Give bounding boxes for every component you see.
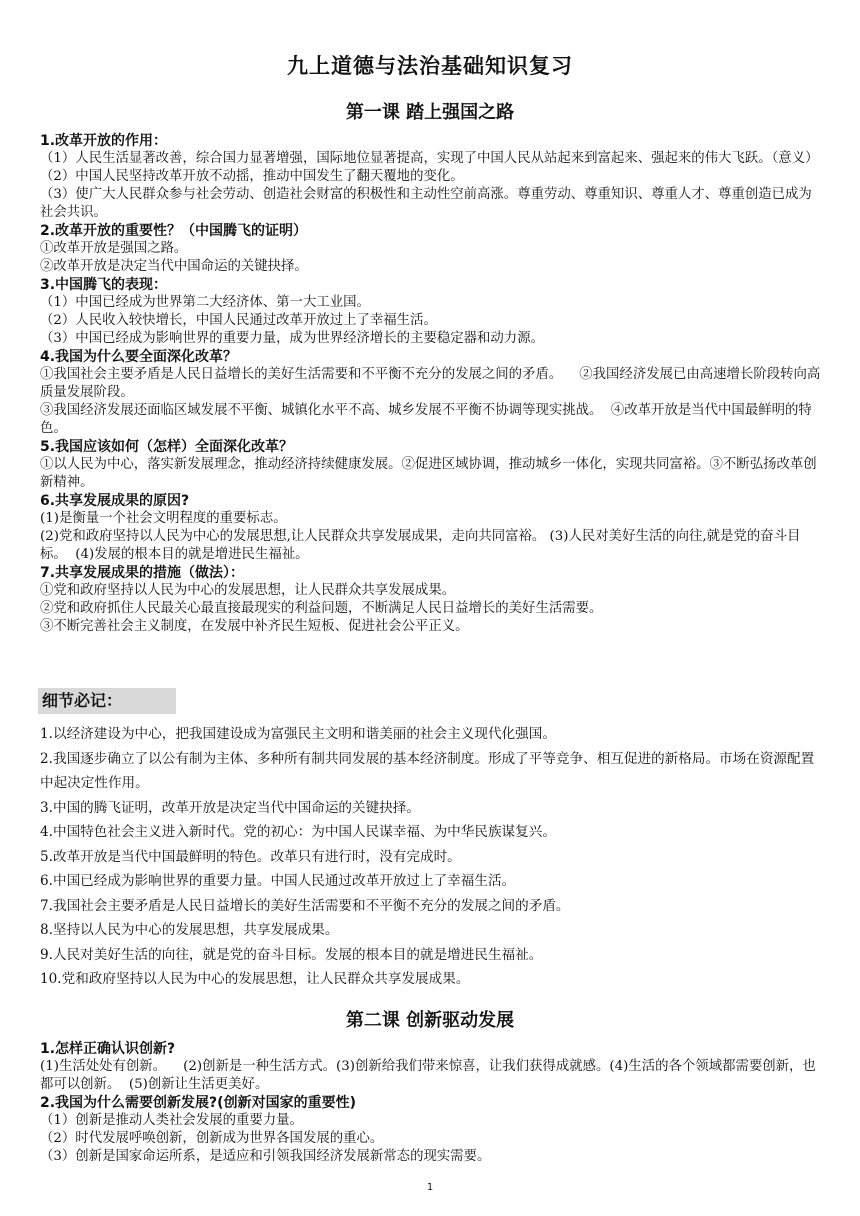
paragraph: (2)党和政府坚持以人民为中心的发展思想,让人民群众共享发展成果，走向共同富裕。 (3)人民对美好生活的向往,就是党的奋斗目标。 (4)发展的根本目的就是增进民生福祉。 — [40, 529, 801, 562]
section-heading: 4.我国为什么要全面深化改革？ — [40, 349, 238, 365]
paragraph: ①我国社会主要矛盾是人民日益增长的美好生活需要和不平衡不充分的发展之间的矛盾。 ②我国经济发展已由高速增长阶段转向高质量发展阶段。 — [40, 367, 821, 400]
paragraph: （1）创新是推动人类社会发展的重要力量。 — [40, 1113, 303, 1128]
detail-item: 6.中国已经成为影响世界的重要力量。中国人民通过改革开放过上了幸福生活。 — [40, 873, 516, 889]
section-heading: 7.共享发展成果的措施（做法）： — [40, 565, 245, 581]
detail-item: 9.人民对美好生活的向往，就是党的奋斗目标。发展的根本目的就是增进民生福祉。 — [40, 946, 543, 963]
paragraph: ②改革开放是决定当代中国命运的关键抉择。 — [40, 259, 308, 274]
section-heading: 1.怎样正确认识创新? — [40, 1041, 176, 1057]
paragraph: ③我国经济发展还面临区域发展不平衡、城镇化水平不高、城乡发展不平衡不协调等现实挑战。 ④改革开放是当代中国最鲜明的特色。 — [40, 403, 812, 436]
paragraph: ①党和政府坚持以人民为中心的发展思想，让人民群众共享发展成果。 — [40, 583, 456, 598]
paragraph: （2）时代发展呼唤创新，创新成为世界各国发展的重心。 — [40, 1131, 384, 1146]
paragraph: ③不断完善社会主义制度，在发展中补齐民生短板、促进社会公平正义。 — [40, 619, 469, 634]
document-title: 九上道德与法治基础知识复习 — [287, 54, 573, 78]
detail-item: 2.我国逐步确立了以公有制为主体、多种所有制共同发展的基本经济制度。形成了平等竞争、相互促进的新格局。市场在资源配置中起决定性作用。 — [40, 750, 815, 791]
paragraph: （1）中国已经成为世界第二大经济体、第一大工业国。 — [40, 295, 370, 310]
lesson-2-body — [40, 1040, 822, 1166]
detail-item: 5.改革开放是当代中国最鲜明的特色。改革只有进行时，没有完成时。 — [40, 848, 461, 865]
lesson-2-heading: 第二课 创新驱动发展 — [345, 1010, 515, 1031]
paragraph: (1)是衡量一个社会文明程度的重要标志。 — [40, 511, 287, 526]
paragraph: （2）中国人民坚持改革开放不动摇，推动中国发生了翻天覆地的变化。 — [40, 169, 464, 184]
section-heading: 2.我国为什么需要创新发展?(创新对国家的重要性) — [40, 1095, 356, 1111]
paragraph: （3）使广大人民群众参与社会劳动、创造社会财富的积极性和主动性空前高涨。尊重劳动、尊重知识、尊重人才、尊重创造已成为社会共识。 — [40, 187, 812, 220]
page-number: 1 — [426, 1182, 434, 1193]
section-heading: 6.共享发展成果的原因? — [40, 493, 190, 509]
details-list — [40, 722, 822, 992]
section-heading: 2.改革开放的重要性？（中国腾飞的证明） — [40, 223, 308, 239]
paragraph: ②党和政府抓住人民最关心最直接最现实的利益问题，不断满足人民日益增长的美好生活需要。 — [40, 601, 603, 616]
paragraph: （1）人民生活显著改善，综合国力显著增强，国际地位显著提高，实现了中国人民从站起来到富起来、强起来的伟大飞跃。（意义） — [40, 151, 819, 166]
detail-item: 3.中国的腾飞证明，改革开放是决定当代中国命运的关键抉择。 — [40, 799, 420, 816]
detail-item: 10.党和政府坚持以人民为中心的发展思想，让人民群众共享发展成果。 — [40, 971, 470, 987]
paragraph: （3）中国已经成为影响世界的重要力量，成为世界经济增长的主要稳定器和动力源。 — [40, 331, 544, 346]
paragraph: （2）人民收入较快增长，中国人民通过改革开放过上了幸福生活。 — [40, 313, 437, 328]
detail-item: 8.坚持以人民为中心的发展思想，共享发展成果。 — [40, 922, 339, 938]
paragraph: ①改革开放是强国之路。 — [40, 241, 188, 256]
paragraph: (1)生活处处有创新。 (2)创新是一种生活方式。(3)创新给我们带来惊喜，让我们获得成就感。(4)生活的各个领域都需要创新，也都可以创新。 (5)创新让生活更美好。 — [40, 1059, 816, 1092]
paragraph: （3）创新是国家命运所系，是适应和引领我国经济发展新常态的现实需要。 — [40, 1149, 491, 1164]
detail-item: 4.中国特色社会主义进入新时代。党的初心：为中国人民谋幸福、为中华民族谋复兴。 — [40, 824, 556, 840]
lesson-1-body — [40, 132, 822, 636]
details-heading: 细节必记： — [38, 688, 176, 714]
paragraph: ①以人民为中心，落实新发展理念，推动经济持续健康发展。②促进区域协调，推动城乡一体化，实现共同富裕。③不断弘扬改革创新精神。 — [40, 457, 817, 490]
section-heading: 1.改革开放的作用： — [40, 133, 168, 149]
detail-item: 7.我国社会主要矛盾是人民日益增长的美好生活需要和不平衡不充分的发展之间的矛盾。 — [40, 897, 570, 914]
section-heading: 3.中国腾飞的表现： — [40, 277, 168, 293]
detail-item: 1.以经济建设为中心，把我国建设成为富强民主文明和谐美丽的社会主义现代化强国。 — [40, 726, 556, 742]
section-heading: 5.我国应该如何（怎样）全面深化改革？ — [40, 439, 294, 455]
lesson-1-heading: 第一课 踏上强国之路 — [345, 102, 515, 123]
